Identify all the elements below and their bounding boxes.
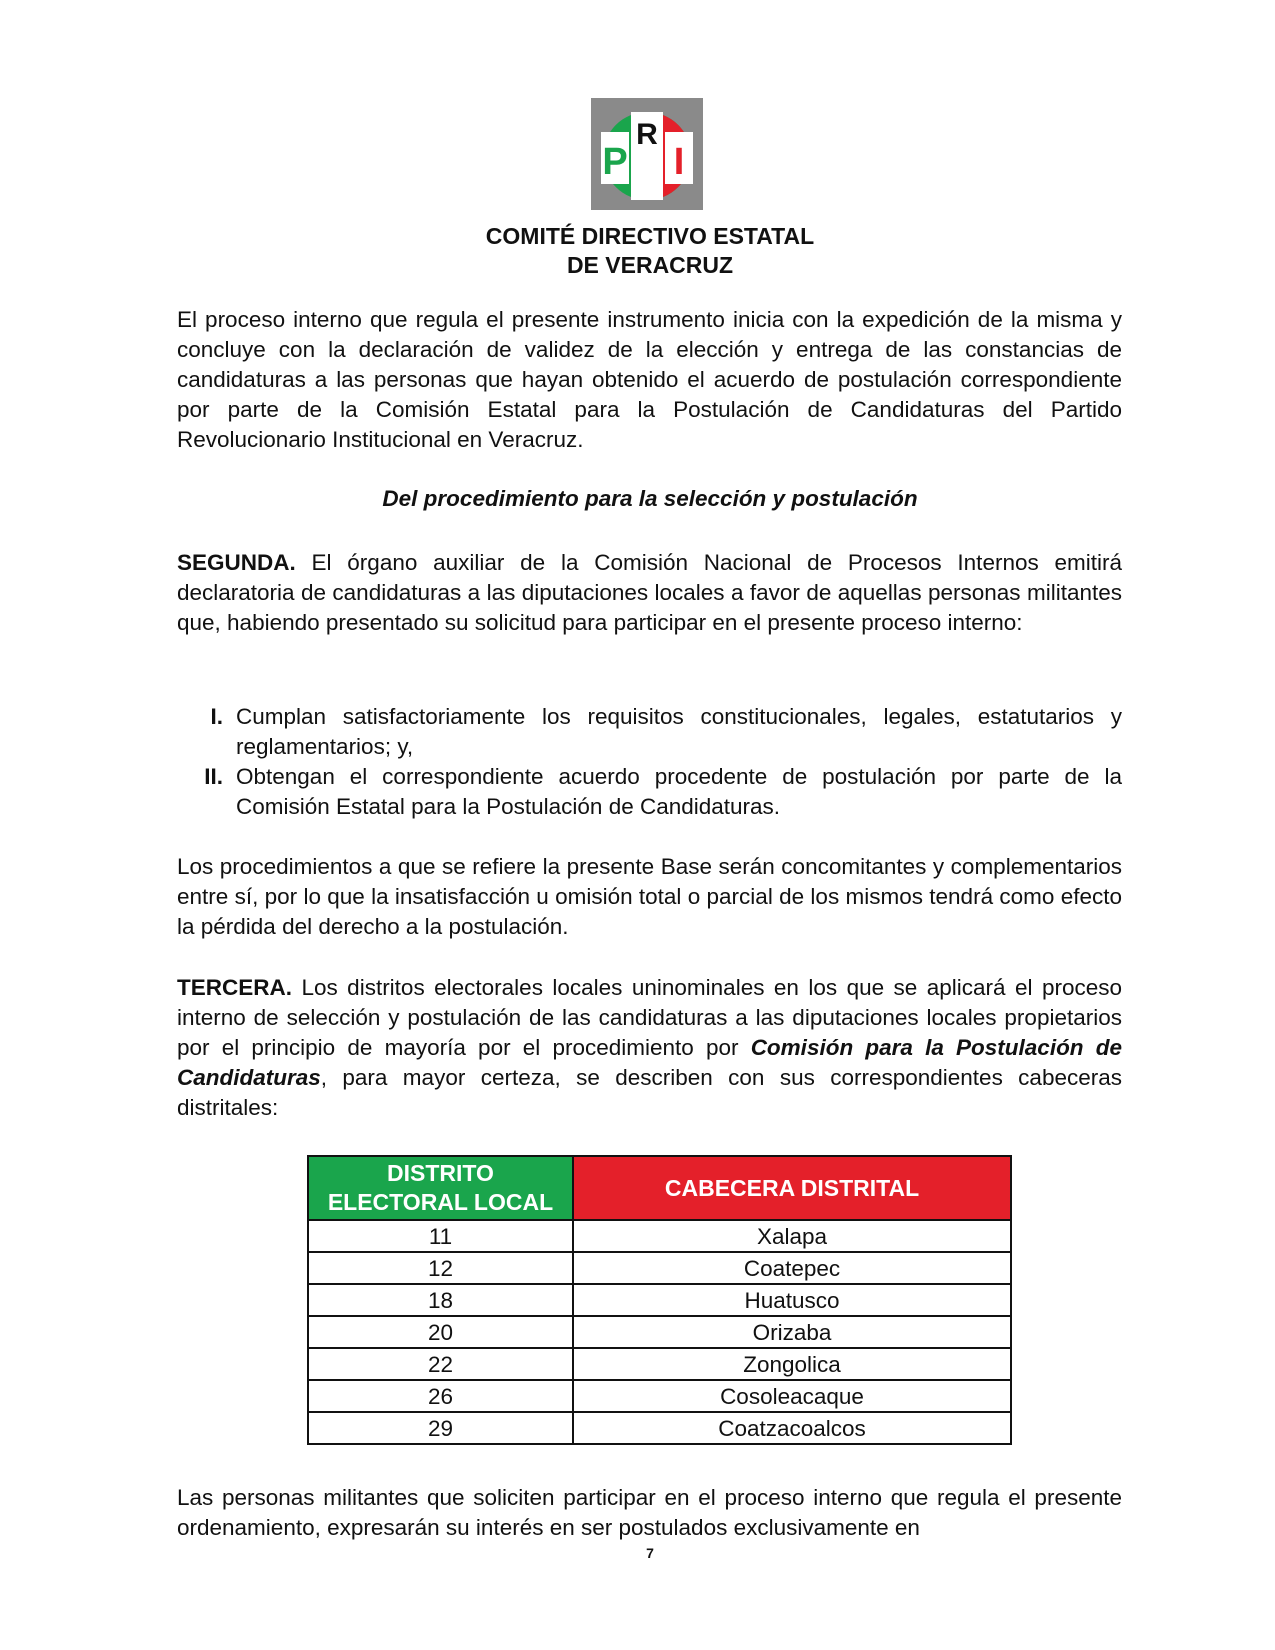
table-row [308, 1316, 1011, 1348]
cabecera-cell: Cosoleacaque [573, 1380, 1011, 1412]
pri-logo [591, 98, 703, 210]
requirements-list [177, 702, 1122, 822]
section-subheading: Del procedimiento para la selección y postulación [382, 486, 918, 511]
district-cell: 11 [308, 1220, 573, 1252]
district-cell: 26 [308, 1380, 573, 1412]
header-district [308, 1156, 573, 1220]
paragraph-procedures: Los procedimientos a que se refiere la presente Base serán concomitantes y complementarios entre sí, por lo que la insatisfacción u omisión total o parcial de los mismos tendrá como efecto la pérdida del derecho a la postulación. [177, 854, 1122, 939]
cabecera-cell: Orizaba [573, 1316, 1011, 1348]
paragraph-militants: Las personas militantes que soliciten participar en el proceso interno que regula el presente ordenamiento, expresarán su interés en ser postulados exclusivamente en [177, 1485, 1122, 1540]
district-cell: 20 [308, 1316, 573, 1348]
list-item-text: Cumplan satisfactoriamente los requisitos constitucionales, legales, estatutarios y reglamentarios; y, [236, 704, 1122, 759]
list-item-number: II. [204, 764, 223, 789]
segunda-text: El órgano auxiliar de la Comisión Nacional de Procesos Internos emitirá declaratoria de candidaturas a las diputaciones locales a favor de aquellas personas militantes que, habiendo presentado su solicitud para participar en el presente proceso interno: [177, 550, 1122, 635]
district-cell: 22 [308, 1348, 573, 1380]
list-item-number: I. [210, 704, 223, 729]
header-cabecera: CABECERA DISTRITAL [573, 1156, 1011, 1220]
table-row [308, 1380, 1011, 1412]
cabecera-cell: Coatzacoalcos [573, 1412, 1011, 1444]
header-district-line-1: DISTRITO [387, 1160, 494, 1186]
cabecera-cell: Huatusco [573, 1284, 1011, 1316]
document-header [0, 222, 1275, 280]
districts-table [307, 1155, 1012, 1445]
table-row [308, 1220, 1011, 1252]
pri-logo-icon [591, 98, 703, 210]
header-district-line-2: ELECTORAL LOCAL [327, 1189, 554, 1215]
district-cell: 29 [308, 1412, 573, 1444]
table-header-row [308, 1156, 1011, 1220]
cabecera-cell: Xalapa [573, 1220, 1011, 1252]
segunda-label: SEGUNDA. [177, 550, 296, 575]
paragraph-process-scope: El proceso interno que regula el presente instrumento inicia con la expedición de la misma y concluye con la declaración de validez de la elección y entrega de las constancias de candidaturas a las personas que hayan obtenido el acuerdo de postulación correspondiente por parte de la Comisión Estatal para la Postulación de Candidaturas del Partido Revolucionario Institucional en Veracruz. [177, 307, 1122, 452]
table-row [308, 1348, 1011, 1380]
tercera-label: TERCERA. [177, 975, 293, 1000]
list-item-text: Obtengan el correspondiente acuerdo procedente de postulación por parte de la Comisión Estatal para la Postulación de Candidaturas. [236, 764, 1122, 819]
logo-letter-r: R [636, 118, 658, 151]
district-cell: 18 [308, 1284, 573, 1316]
tercera-text-before: Los distritos electorales locales uninominales en los que se aplicará el proceso interno de selección y postulación de las candidaturas a las diputaciones locales propietarios por el principio de mayoría por el procedimiento por [177, 975, 1122, 1060]
list-item [177, 762, 1122, 822]
logo-letter-i: I [673, 141, 685, 183]
cabecera-cell: Zongolica [573, 1348, 1011, 1380]
table-row [308, 1412, 1011, 1444]
header-line-2: DE VERACRUZ [566, 252, 734, 278]
list-item [177, 702, 1122, 762]
header-line-1: COMITÉ DIRECTIVO ESTATAL [485, 223, 815, 249]
paragraph-tercera [177, 973, 1122, 1123]
tercera-emphasis: Comisión para la Postulación de Candidaturas [177, 1035, 1122, 1090]
cabecera-cell: Coatepec [573, 1252, 1011, 1284]
logo-letter-p: P [602, 141, 628, 183]
page-number: 7 [646, 1545, 654, 1561]
district-cell: 12 [308, 1252, 573, 1284]
paragraph-segunda [177, 548, 1122, 638]
table-row [308, 1252, 1011, 1284]
table-row [308, 1284, 1011, 1316]
tercera-text-after: , para mayor certeza, se describen con sus correspondientes cabeceras distritales: [177, 1065, 1122, 1120]
